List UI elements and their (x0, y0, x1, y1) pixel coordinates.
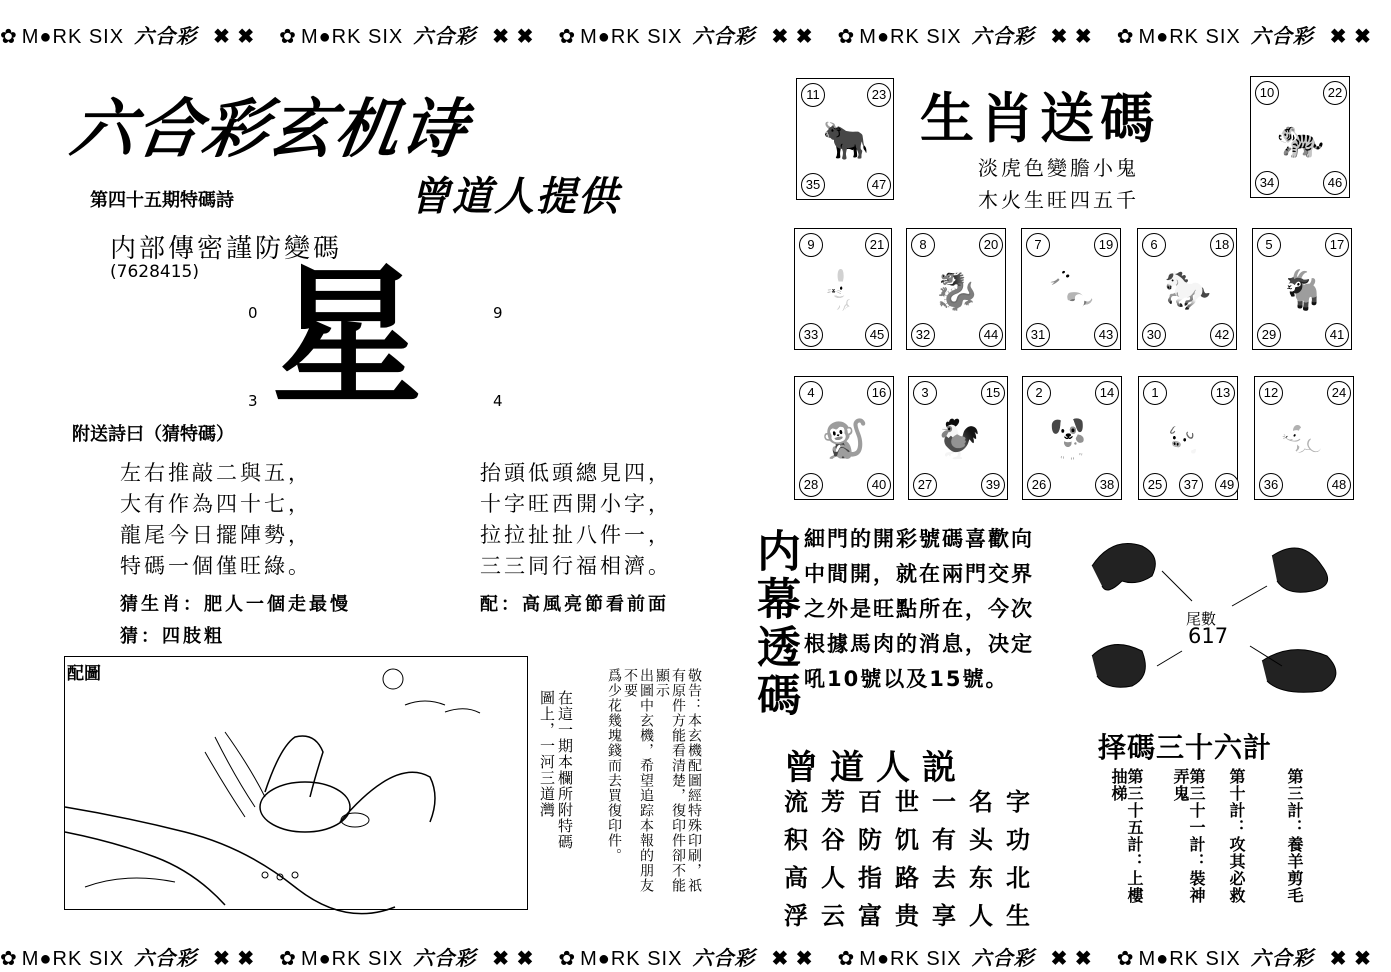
poem-line: 抬頭低頭總見四， (480, 461, 672, 485)
zodiac-card-rooster (908, 376, 1008, 500)
sayings-title: 曾道人説 (784, 748, 968, 788)
sayings-char: 人 (969, 901, 993, 930)
zodiac-number: 10 (1255, 81, 1279, 105)
zodiac-card-dragon (906, 228, 1006, 350)
sayings-char: 有 (932, 825, 956, 854)
zodiac-number: 48 (1327, 473, 1351, 497)
tiger-icon: 🐅 (1277, 116, 1325, 160)
sayings-char: 防 (858, 825, 882, 854)
poem-right (480, 458, 672, 582)
sayings-char: 浮 (784, 901, 808, 930)
zodiac-number: 24 (1327, 381, 1351, 405)
strategy-item: 第三十五計：上樓抽梯 (1109, 768, 1144, 904)
sayings-row (784, 858, 1064, 896)
monkey-icon: 🐒 (821, 417, 869, 461)
horse-icon: 🐎 (1164, 268, 1212, 312)
zodiac-number: 49 (1215, 473, 1239, 497)
tail-value: 617 (1188, 624, 1229, 648)
cross-icon: ✖ ✖ (1329, 26, 1372, 48)
zodiac-number: 34 (1255, 171, 1279, 195)
cross-icon: ✖ ✖ (1050, 948, 1093, 970)
zodiac-card-pig (1138, 376, 1238, 500)
cross-icon: ✖ ✖ (213, 26, 256, 48)
zodiac-number: 42 (1210, 323, 1234, 347)
sayings-char: 谷 (821, 825, 845, 854)
sayings-char: 富 (858, 901, 882, 930)
sayings-char: 功 (1006, 825, 1030, 854)
zodiac-poem-2: 木火生旺四五千 (978, 188, 1139, 212)
inside-text (804, 522, 1034, 697)
zodiac-title: 生肖送碼 (920, 87, 1160, 150)
banner-segment (558, 20, 819, 49)
flower-icon: ✿ (279, 26, 297, 48)
banner-segment (0, 942, 261, 971)
pig-icon: 🐖 (1165, 417, 1213, 461)
poem-line: 三三同行福相濟。 (480, 554, 672, 578)
sayings-char: 指 (858, 863, 882, 892)
flower-icon: ✿ (558, 26, 577, 48)
banner-brand: M●RK SIX (1138, 948, 1241, 970)
sayings-char: 一 (932, 787, 956, 816)
flower-icon: ✿ (837, 948, 856, 970)
notice-line: 爲少花幾塊錢而去買復印件。 (606, 668, 622, 863)
sayings-char: 字 (1006, 787, 1030, 816)
inside-line: 根據馬肉的消息，决定 (804, 632, 1034, 656)
zodiac-number: 39 (981, 473, 1005, 497)
banner-brand: M●RK SIX (580, 948, 683, 970)
zodiac-number: 38 (1095, 473, 1119, 497)
bottom-banner (0, 942, 1391, 972)
zodiac-number: 11 (801, 83, 825, 107)
sayings-char: 享 (932, 901, 956, 930)
zodiac-number: 20 (979, 233, 1003, 257)
poem-header: 附送詩曰（猜特碼） (72, 424, 234, 445)
banner-segment (279, 20, 540, 49)
poem-left (120, 458, 312, 582)
banner-cjk: 六合彩 (692, 946, 756, 970)
zodiac-number: 36 (1259, 473, 1283, 497)
zodiac-number: 45 (865, 323, 889, 347)
zodiac-card-ox (796, 78, 894, 200)
zodiac-number: 4 (799, 381, 823, 405)
dog-icon: 🐕 (1049, 417, 1097, 461)
zodiac-number: 16 (867, 381, 891, 405)
notice (606, 668, 702, 898)
banner-cjk: 六合彩 (971, 24, 1035, 48)
zodiac-number: 41 (1325, 323, 1349, 347)
corner-num-tl: 0 (248, 304, 258, 322)
zodiac-number: 29 (1257, 323, 1281, 347)
poem-line: 特碼一個僅旺綠。 (120, 554, 312, 578)
goat-icon: 🐐 (1279, 268, 1327, 312)
corner-num-br: 4 (493, 392, 503, 410)
zodiac-number: 5 (1257, 233, 1281, 257)
flower-icon: ✿ (1116, 26, 1135, 48)
side-note-line: 在這一期本欄所附特碼 (556, 690, 574, 850)
zodiac-number: 31 (1026, 323, 1050, 347)
banner-cjk: 六合彩 (413, 946, 477, 970)
banner-segment (0, 20, 261, 49)
sayings-row (784, 896, 1064, 934)
zodiac-number: 14 (1095, 381, 1119, 405)
zodiac-number: 8 (911, 233, 935, 257)
code-number: (7628415) (110, 262, 199, 282)
corner-num-tr: 9 (493, 304, 503, 322)
banner-brand: M●RK SIX (300, 948, 404, 970)
banner-cjk: 六合彩 (134, 946, 198, 970)
top-banner (0, 20, 1391, 50)
zodiac-number: 47 (867, 173, 891, 197)
sayings-row (784, 782, 1064, 820)
banner-cjk: 六合彩 (1250, 24, 1314, 48)
zodiac-card-monkey (794, 376, 894, 500)
side-note (538, 690, 574, 900)
zodiac-number: 3 (913, 381, 937, 405)
zodiac-card-rabbit (794, 228, 892, 350)
banner-segment (838, 20, 1099, 49)
picture-box (64, 656, 528, 910)
cross-icon: ✖ ✖ (1329, 948, 1372, 970)
zodiac-number: 32 (911, 323, 935, 347)
river-drawing (65, 657, 529, 911)
inside-line: 中間開，就在兩門交界 (804, 562, 1034, 586)
zodiac-card-horse (1137, 228, 1237, 350)
cross-icon: ✖ ✖ (771, 948, 814, 970)
banner-cjk: 六合彩 (971, 946, 1035, 970)
sayings-char: 头 (969, 825, 993, 854)
banner-segment (558, 942, 819, 971)
sayings-char: 东 (969, 863, 993, 892)
snake-icon: 🐍 (1048, 268, 1096, 312)
strategy-cols (1110, 768, 1340, 918)
strategy-item: 第十計：攻其必救 (1227, 768, 1246, 904)
zodiac-card-tiger (1250, 76, 1350, 198)
zodiac-card-rat (1254, 376, 1354, 500)
zodiac-number: 27 (913, 473, 937, 497)
banner-brand: M●RK SIX (580, 26, 683, 48)
zodiac-number: 21 (865, 233, 889, 257)
zodiac-number: 19 (1094, 233, 1118, 257)
sayings-char: 高 (784, 863, 808, 892)
flower-icon: ✿ (279, 948, 297, 970)
zodiac-number: 44 (979, 323, 1003, 347)
zodiac-number: 17 (1325, 233, 1349, 257)
sayings-char: 芳 (821, 787, 845, 816)
inside-title: 内幕透碼 (749, 528, 800, 720)
inside-line: 細門的開彩號碼喜歡向 (804, 527, 1034, 551)
ox-icon: 🐂 (822, 118, 870, 162)
zodiac-number: 9 (799, 233, 823, 257)
poem-line: 左右推敲二與五， (120, 461, 312, 485)
inside-line: 之外是旺點所在，今次 (804, 597, 1034, 621)
zodiac-number: 23 (867, 83, 891, 107)
notice-line: 有原件方能看清楚，復印件卻不能顯示 (654, 668, 686, 893)
sayings-char: 流 (784, 787, 808, 816)
banner-brand: M●RK SIX (21, 26, 125, 48)
zodiac-number: 46 (1323, 171, 1347, 195)
banner-brand: M●RK SIX (1138, 26, 1241, 48)
sayings-char: 北 (1006, 863, 1030, 892)
zodiac-card-dog (1022, 376, 1122, 500)
cross-icon: ✖ ✖ (1050, 26, 1093, 48)
banner-cjk: 六合彩 (134, 24, 198, 48)
strategy-title: 择碼三十六計 (1098, 731, 1273, 764)
provider-title: 曾道人提供 (410, 174, 620, 220)
banner-brand: M●RK SIX (300, 26, 404, 48)
cross-icon: ✖ ✖ (492, 948, 535, 970)
zodiac-number: 13 (1211, 381, 1235, 405)
rooster-icon: 🐓 (935, 417, 983, 461)
zodiac-number: 2 (1027, 381, 1051, 405)
zodiac-card-snake (1021, 228, 1121, 350)
notice-line: 出圖中玄機，希望追踪本報的朋友不要 (622, 668, 654, 893)
cross-icon: ✖ ✖ (213, 948, 256, 970)
secret-line: 内部傳密謹防變碼 (110, 234, 343, 264)
big-character: 星 (272, 249, 423, 425)
issue-label: 第四十五期特碼詩 (90, 190, 234, 211)
banner-brand: M●RK SIX (859, 948, 962, 970)
poem-line: 拉拉扯扯八件一， (480, 523, 672, 547)
banner-cjk: 六合彩 (1250, 946, 1314, 970)
zodiac-number: 15 (981, 381, 1005, 405)
zodiac-number: 1 (1143, 381, 1167, 405)
zodiac-number: 33 (799, 323, 823, 347)
sayings-char: 积 (784, 825, 808, 854)
dragon-icon: 🐉 (933, 268, 981, 312)
sayings-char: 饥 (895, 825, 919, 854)
inside-line: 吼10號以及15號。 (804, 667, 1009, 691)
flower-icon: ✿ (558, 948, 577, 970)
sayings-char: 世 (895, 787, 919, 816)
sayings-char: 人 (821, 863, 845, 892)
sayings-grid (784, 782, 1064, 934)
banner-segment (1117, 942, 1378, 971)
tail-label: 尾數 (1186, 610, 1217, 628)
strategy-item: 第三計：養羊剪毛 (1285, 768, 1304, 904)
sayings-char: 云 (821, 901, 845, 930)
poem-line: 大有作為四十七， (120, 492, 312, 516)
guess-hint: 猜：四肢粗 (120, 626, 225, 647)
flower-icon: ✿ (1116, 948, 1135, 970)
flower-icon: ✿ (837, 26, 856, 48)
zodiac-card-goat (1252, 228, 1352, 350)
zodiac-number: 12 (1259, 381, 1283, 405)
flower-icon: ✿ (0, 948, 18, 970)
zodiac-number: 6 (1142, 233, 1166, 257)
guess-zodiac: 猜生肖：肥人一個走最慢 (120, 594, 351, 615)
zodiac-number: 7 (1026, 233, 1050, 257)
cross-icon: ✖ ✖ (771, 26, 814, 48)
banner-segment (279, 942, 540, 971)
banner-cjk: 六合彩 (692, 24, 756, 48)
banner-cjk: 六合彩 (413, 24, 477, 48)
flower-icon: ✿ (0, 26, 18, 48)
corner-num-bl: 3 (248, 392, 258, 410)
sayings-char: 生 (1006, 901, 1030, 930)
notice-line: 敬告：本玄機配圖經特殊印刷，祇 (686, 668, 702, 893)
sayings-char: 去 (932, 863, 956, 892)
zodiac-number: 37 (1179, 473, 1203, 497)
zodiac-number: 40 (867, 473, 891, 497)
rabbit-icon: 🐇 (820, 268, 868, 312)
sayings-char: 百 (858, 787, 882, 816)
zodiac-number: 18 (1210, 233, 1234, 257)
horses-drawing (1082, 526, 1382, 716)
sayings-row (784, 820, 1064, 858)
banner-brand: M●RK SIX (859, 26, 962, 48)
sayings-char: 路 (895, 863, 919, 892)
zodiac-number: 22 (1323, 81, 1347, 105)
sayings-char: 贵 (895, 901, 919, 930)
zodiac-number: 28 (799, 473, 823, 497)
poem-line: 龍尾今日擺陣勢， (120, 523, 312, 547)
side-note-line: 圖上，一河三道灣 (538, 690, 556, 818)
banner-segment (838, 942, 1099, 971)
zodiac-number: 35 (801, 173, 825, 197)
banner-brand: M●RK SIX (21, 948, 125, 970)
cross-icon: ✖ ✖ (492, 26, 535, 48)
banner-segment (1117, 20, 1378, 49)
zodiac-number: 43 (1094, 323, 1118, 347)
zodiac-number: 30 (1142, 323, 1166, 347)
strategy-item: 第三十一計：裝神弄鬼 (1171, 768, 1206, 904)
poem-line: 十字旺西開小字， (480, 492, 672, 516)
rat-icon: 🐀 (1281, 417, 1329, 461)
zodiac-number: 26 (1027, 473, 1051, 497)
pair-hint: 配：高風亮節看前面 (480, 594, 669, 615)
main-title: 六合彩玄机诗 (65, 93, 473, 167)
picture-label: 配圖 (67, 664, 101, 684)
zodiac-number: 25 (1143, 473, 1167, 497)
sayings-char: 名 (969, 787, 993, 816)
zodiac-poem-1: 淡虎色變膽小鬼 (978, 156, 1139, 180)
